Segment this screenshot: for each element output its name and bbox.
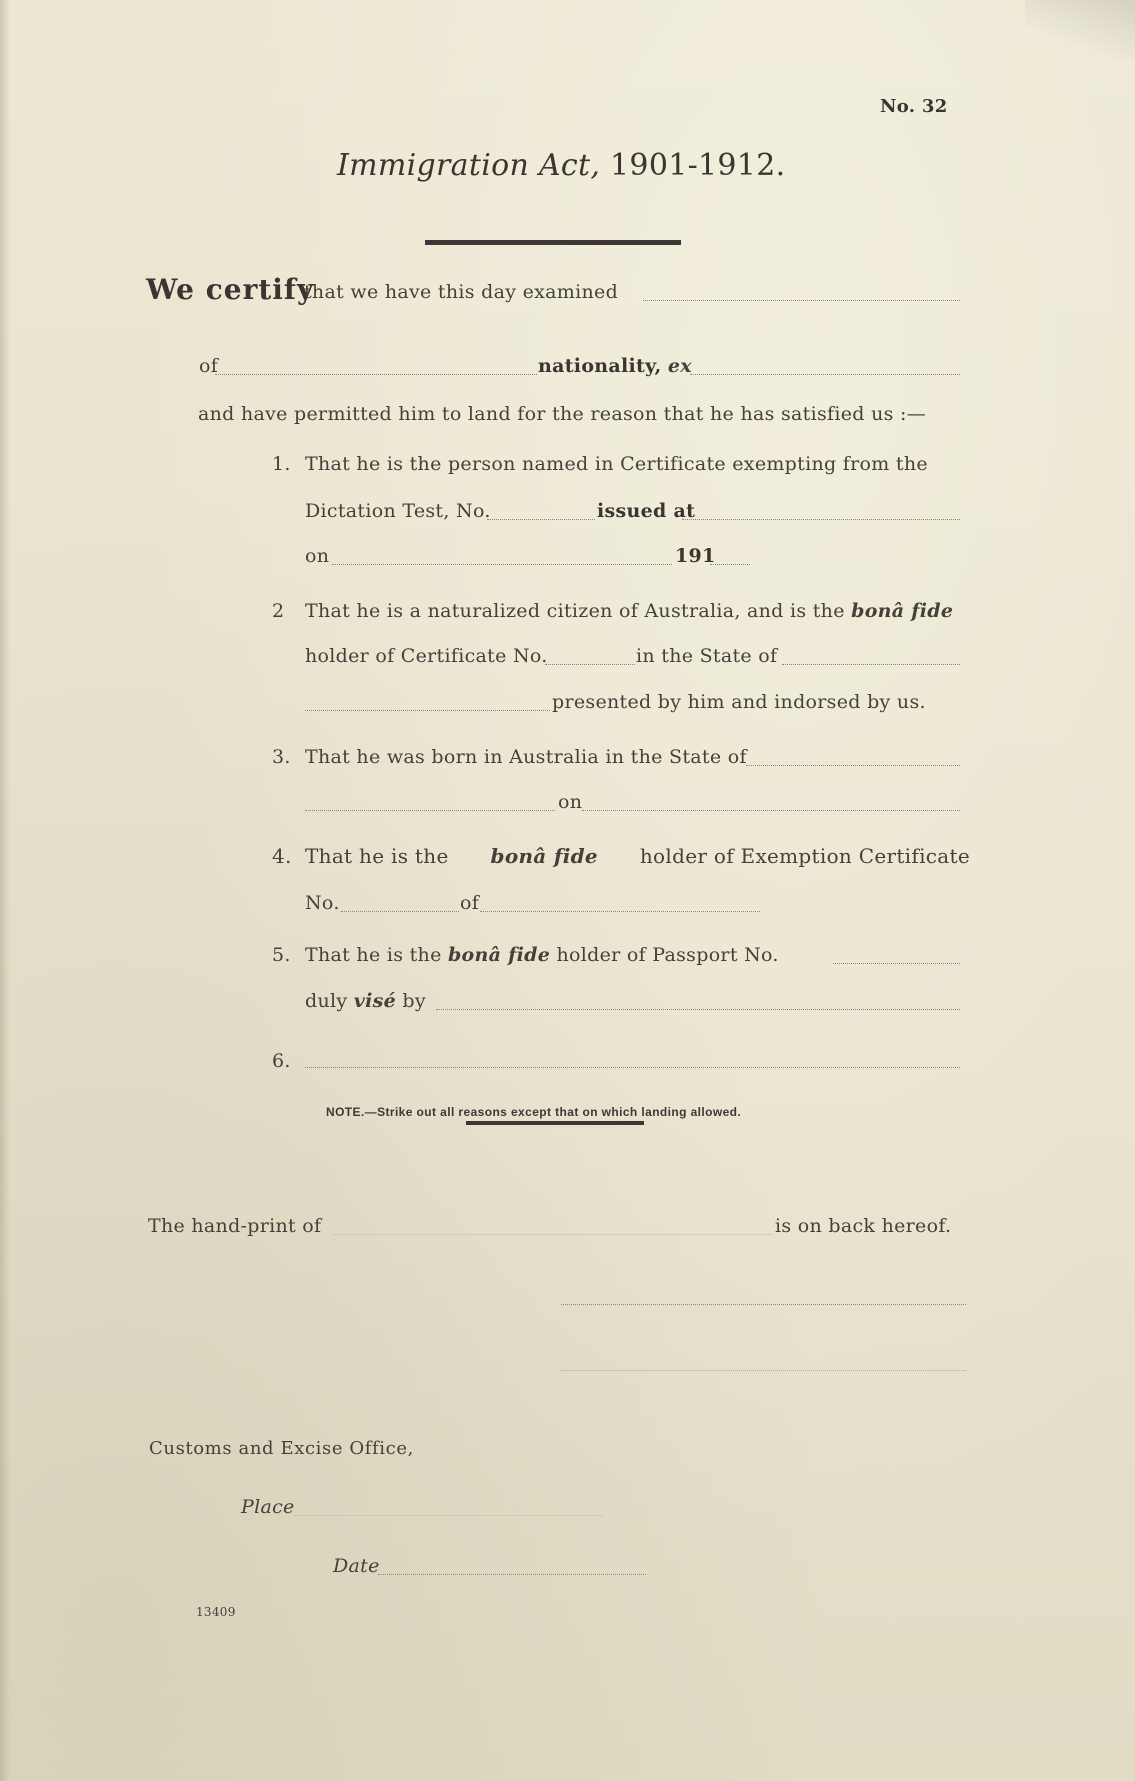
of-label: of [199,355,219,377]
intro-line-1: that we have this day examined [304,281,619,303]
place-label: Place [241,1496,295,1518]
reason-5-line-1 [305,944,779,966]
dictation-test-no-field[interactable] [487,519,595,520]
customs-office-label: Customs and Excise Office, [149,1438,414,1459]
r1-date-field[interactable] [332,564,672,565]
place-field[interactable] [294,1515,604,1516]
duly-label: duly [305,990,348,1012]
reason-1-number: 1. [272,453,291,475]
title-act-name: Immigration Act, [337,148,601,183]
certificate-no-field[interactable] [545,664,635,665]
reason-6-field[interactable] [305,1067,960,1068]
on-label-r3: on [558,791,583,813]
r1-year-field[interactable] [710,564,750,565]
by-label: by [402,990,426,1012]
reason-3-number: 3. [272,746,291,768]
reason-4-text-a: That he is the [305,844,449,868]
page-title [337,148,785,183]
form-number: No. 32 [880,96,948,117]
handprint-name-field[interactable] [333,1234,773,1235]
nationality-label: nationality, [538,355,662,377]
examined-name-field[interactable] [643,300,960,301]
no-label-r4: No. [305,892,340,914]
reason-5-text-a: That he is the [305,944,442,966]
bona-fide-r4: bonâ fide [490,844,598,868]
reason-2-line-3: presented by him and indorsed by us. [552,691,926,713]
certificate-no-label: holder of Certificate No. [305,645,548,667]
reason-3-line-1: That he was born in Australia in the State of [305,746,747,768]
origin-field[interactable] [215,374,537,375]
signature-line-1[interactable] [561,1304,966,1305]
date-label: Date [333,1555,380,1577]
of-label-r4: of [460,892,480,914]
issued-at-field[interactable] [682,519,960,520]
title-years: 1901-1912. [610,148,786,183]
birth-date-field[interactable] [582,810,960,811]
in-state-of-label: in the State of [636,645,778,667]
handprint-tail: is on back hereof. [775,1215,952,1237]
ex-label: ex [667,355,692,377]
bona-fide-r5: bonâ fide [447,944,551,966]
reason-6-number: 6. [272,1050,291,1072]
reason-2-number: 2 [272,600,285,622]
reason-4-number: 4. [272,844,292,868]
date-field[interactable] [378,1574,646,1575]
title-divider [425,240,681,245]
print-code: 13409 [196,1605,236,1619]
dictation-test-label: Dictation Test, No. [305,500,491,522]
passport-no-field[interactable] [833,963,960,964]
signature-line-2[interactable] [561,1370,966,1371]
reason-5-line-2 [305,990,426,1012]
note-divider [466,1121,644,1125]
issued-at-label: issued at [597,500,696,522]
reason-1-line-1: That he is the person named in Certificate exempting from the [305,453,928,475]
birth-place-field[interactable] [305,810,555,811]
r2-state-field[interactable] [782,664,960,665]
on-label-r1: on [305,545,330,567]
strike-out-note: NOTE.—Strike out all reasons except that on which landing allowed. [326,1105,742,1119]
certify-lead: We certify [146,273,315,306]
paper-edge-shadow [0,0,10,1781]
ship-field[interactable] [690,374,960,375]
reason-5-number: 5. [272,944,291,966]
reason-4-text-c: holder of Exemption Certificate [639,844,970,868]
reason-5-text-c: holder of Passport No. [556,944,779,966]
reason-2-text: That he is a naturalized citizen of Australia, and is the [305,600,845,622]
year-191-label: 191 [675,545,716,567]
bona-fide-r2: bonâ fide [851,600,954,622]
exemption-no-field[interactable] [341,911,459,912]
intro-line-3: and have permitted him to land for the reason that he has satisfied us :— [198,403,927,425]
exemption-of-field[interactable] [480,911,760,912]
vise-by-field[interactable] [436,1009,960,1010]
vise-label: visé [353,990,397,1012]
reason-4-line-1 [305,844,970,868]
r2-presented-field[interactable] [305,710,550,711]
nationality-ex [538,355,692,377]
reason-2-line-1 [305,600,953,622]
handprint-lead: The hand-print of [148,1215,322,1237]
paper-corner-wear [1025,0,1135,60]
birth-state-field[interactable] [746,765,960,766]
